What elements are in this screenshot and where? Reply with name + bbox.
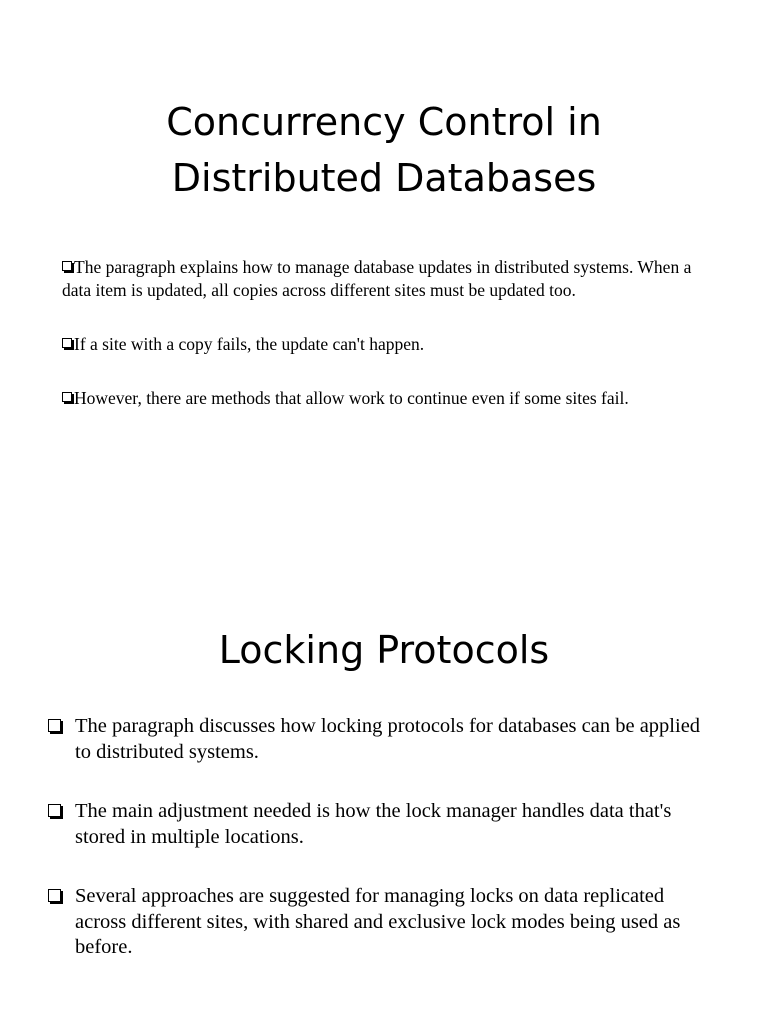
title-line-1: Concurrency Control in xyxy=(166,100,602,144)
page-title-concurrency xyxy=(0,94,768,206)
page-title-locking: Locking Protocols xyxy=(218,628,550,672)
checkbox-square-icon xyxy=(48,804,61,817)
list-item xyxy=(48,884,718,961)
bullet-text: The paragraph explains how to manage database updates in distributed systems. When a data item is updated, all copies across different sites must be updated too. xyxy=(62,257,692,300)
bullet-text: The main adjustment needed is how the lock manager handles data that's stored in multiple locations. xyxy=(75,800,672,848)
list-item xyxy=(48,799,718,850)
checkbox-square-icon xyxy=(62,338,72,348)
checkbox-square-icon xyxy=(62,392,72,402)
list-item xyxy=(48,714,718,765)
title-line-2: Distributed Databases xyxy=(171,156,597,200)
checkbox-square-icon xyxy=(48,889,61,902)
locking-bullet-list xyxy=(48,714,718,995)
checkbox-square-icon xyxy=(62,261,72,271)
list-item xyxy=(62,333,722,356)
list-item xyxy=(62,256,722,302)
concurrency-bullet-list xyxy=(62,256,722,441)
bullet-text: If a site with a copy fails, the update can't happen. xyxy=(74,334,425,354)
list-item xyxy=(62,387,722,410)
bullet-text: The paragraph discusses how locking protocols for databases can be applied to distributed systems. xyxy=(75,715,701,763)
bullet-text: However, there are methods that allow work to continue even if some sites fail. xyxy=(74,388,629,408)
bullet-text: Several approaches are suggested for managing locks on data replicated across different sites, with shared and exclusive lock modes being used as before. xyxy=(75,885,681,958)
checkbox-square-icon xyxy=(48,719,61,732)
